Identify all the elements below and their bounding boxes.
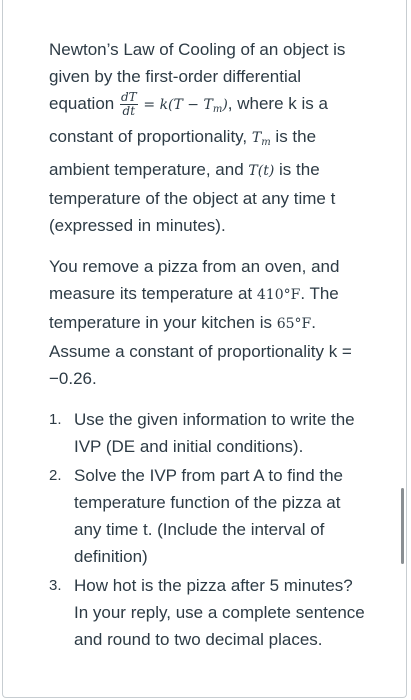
question-number: 2.: [49, 467, 62, 484]
kitchen-temperature: 65°F: [276, 316, 312, 332]
intro-paragraph: [49, 36, 369, 239]
fraction-numerator: dT: [120, 90, 137, 105]
scenario-text-2: . The temperature in your kitchen is: [49, 284, 339, 332]
question-item: [49, 572, 369, 653]
equation-rhs-subscript: m: [212, 104, 223, 115]
oven-temperature: 410°F: [256, 287, 301, 303]
question-list: [49, 406, 369, 653]
scenario-text-3: . Assume a constant of proportionality k = −0.26.: [49, 313, 352, 388]
question-number: 1.: [49, 411, 62, 428]
ambient-symbol-subscript: m: [261, 137, 271, 148]
scrollbar-thumb[interactable]: [401, 488, 404, 564]
question-item: [49, 406, 369, 460]
question-number: 3.: [49, 577, 62, 594]
question-content: [49, 36, 369, 655]
equation-rhs: [143, 97, 227, 113]
derivative-fraction: [120, 91, 138, 118]
ambient-symbol: [252, 130, 271, 146]
ambient-symbol-letter: T: [251, 130, 262, 146]
intro-text-4: is the temperature of the object at any time t (expressed in minutes).: [49, 160, 336, 235]
question-text: Solve the IVP from part A to find the temperature function of the pizza at any time t. (Include the interval of definition): [74, 466, 344, 566]
scenario-text-1: You remove a pizza from an oven, and measure its temperature at: [49, 257, 340, 303]
equation-rhs-close: ): [222, 97, 228, 113]
scenario-paragraph: [49, 253, 369, 392]
intro-text-3: is the ambient temperature, and: [49, 127, 317, 179]
temperature-function-symbol: T(t): [248, 163, 275, 179]
intro-text-1: Newton’s Law of Cooling of an object is given by the first-order differential equation: [49, 40, 346, 113]
fraction-denominator: dt: [122, 104, 136, 119]
question-text: How hot is the pizza after 5 minutes? In your reply, use a complete sentence and round to two decimal places.: [74, 576, 365, 649]
question-item: [49, 462, 369, 570]
question-text: Use the given information to write the IVP (DE and initial conditions).: [74, 410, 355, 456]
intro-text-2: , where k is a constant of proportionality,: [49, 94, 328, 146]
equation-rhs-main: = k(T − T: [143, 97, 213, 113]
